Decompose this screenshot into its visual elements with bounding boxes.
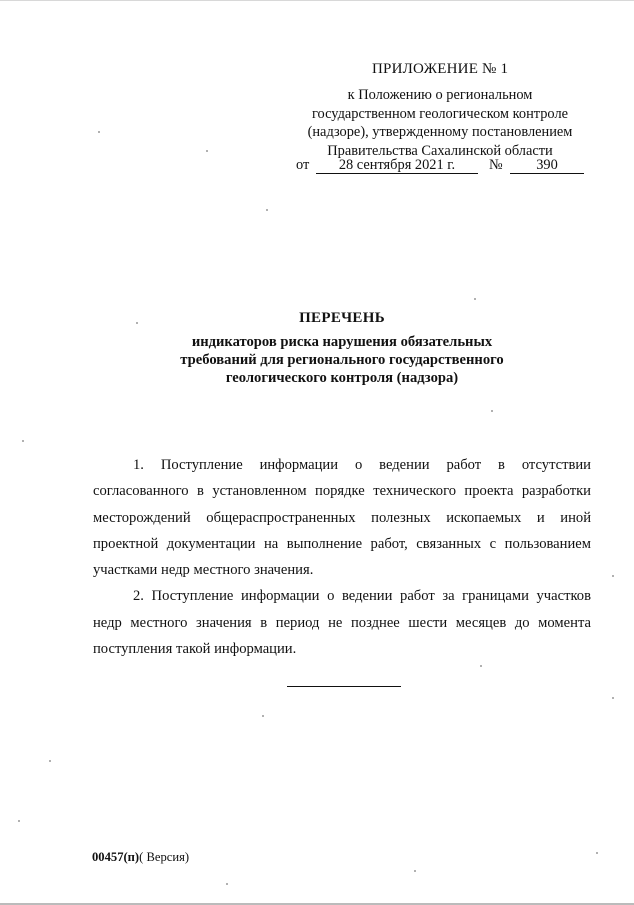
annex-reference	[292, 86, 588, 160]
scan-speck	[480, 665, 482, 667]
scan-speck	[98, 131, 100, 133]
number-label: №	[489, 157, 503, 173]
page-top-edge	[0, 0, 634, 1]
scan-speck	[18, 820, 20, 822]
document-code-number: 00457(п)	[92, 850, 140, 864]
document-subtitle	[0, 333, 634, 387]
subtitle-line: индикаторов риска нарушения обязательных	[191, 334, 493, 350]
annex-title: ПРИЛОЖЕНИЕ № 1	[372, 61, 509, 77]
scan-speck	[612, 697, 614, 699]
scan-speck	[474, 298, 476, 300]
scan-speck	[596, 852, 598, 854]
from-label: от	[296, 157, 310, 173]
document-title: ПЕРЕЧЕНЬ	[299, 310, 385, 326]
scan-speck	[491, 410, 493, 412]
decree-number: 390	[510, 157, 584, 174]
scan-speck	[266, 209, 268, 211]
annex-line: к Положению о региональном	[347, 87, 533, 103]
scan-speck	[226, 883, 228, 885]
subtitle-line: геологического контроля (надзора)	[225, 370, 459, 386]
annex-date-row	[296, 157, 586, 175]
indicator-item-2: 2. Поступление информации о ведении работ за границами участков недр местного значения в период не позднее шести месяцев до момента поступления такой информации.	[93, 588, 591, 658]
end-separator-line	[287, 686, 401, 687]
indicator-item-1: 1. Поступление информации о ведении работ в отсутствии согласованного в установленном порядке технического проекта разработки месторождений общераспространенных полезных ископаемых и иной проектной документации на выполнение работ, связанных с пользованием участками недр местного значения.	[93, 457, 591, 579]
scan-speck	[49, 760, 51, 762]
annex-line: государственном геологическом контроле	[311, 105, 569, 122]
subtitle-line: требований для регионального государственного	[180, 352, 504, 368]
scan-speck	[262, 715, 264, 717]
annex-line: Правительства Сахалинской области	[327, 142, 553, 159]
scan-speck	[612, 575, 614, 577]
indicator-list	[93, 452, 591, 662]
scan-speck	[22, 440, 24, 442]
decree-date: 28 сентября 2021 г.	[316, 157, 478, 174]
document-version: ( Версия)	[139, 850, 190, 864]
document-code	[92, 850, 189, 865]
scan-speck	[136, 322, 138, 324]
scan-speck	[206, 150, 208, 152]
scan-speck	[414, 870, 416, 872]
annex-line: (надзоре), утвержденному постановлением	[307, 124, 573, 140]
